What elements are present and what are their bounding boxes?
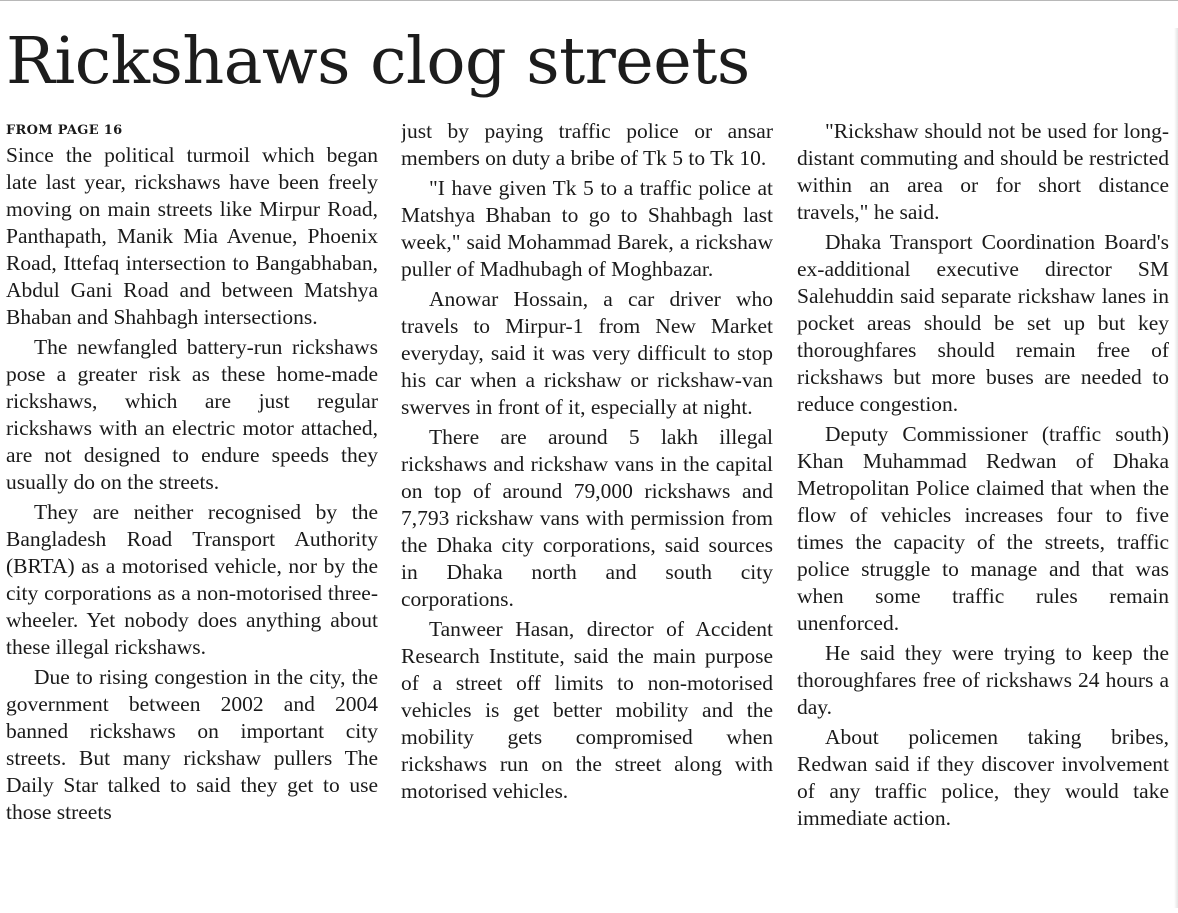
article-paragraph: "I have given Tk 5 to a traffic police at Matshya Bhaban to go to Shahbagh last week," said Mohammad Barek, a rickshaw puller of Madhubagh of Moghbazar. xyxy=(401,176,773,281)
article-paragraph: "Rickshaw should not be used for long-distant commuting and should be restricted within an area or for short distance travels," he said. xyxy=(797,119,1169,224)
article-paragraph: There are around 5 lakh illegal rickshaws and rickshaw vans in the capital on top of around 79,000 rickshaws and 7,793 rickshaw vans with permission from the Dhaka city corporations, said sources in Dhaka north and south city corporations. xyxy=(401,425,773,611)
article-paragraph: About policemen taking bribes, Redwan said if they discover involvement of any traffic police, they would take immediate action. xyxy=(797,725,1169,830)
top-rule xyxy=(0,0,1178,1)
article-column-3 xyxy=(797,118,1169,903)
article-paragraph: Anowar Hossain, a car driver who travels to Mirpur-1 from New Market everyday, said it was very difficult to stop his car when a rickshaw or rickshaw-van swerves in front of it, especially at night. xyxy=(401,287,773,419)
article-paragraph: Dhaka Transport Coordination Board's ex-additional executive director SM Salehuddin said separate rickshaw lanes in pocket areas should be set up but key thoroughfares should remain free of rickshaws but more buses are needed to reduce congestion. xyxy=(797,230,1169,416)
article-headline: Rickshaws clog streets xyxy=(6,24,750,99)
article-paragraph: The newfangled battery-run rickshaws pose a greater risk as these home-made rickshaws, which are just regular rickshaws with an electric motor attached, are not designed to endure speeds they usually do on the streets. xyxy=(6,335,378,494)
article-paragraph: They are neither recognised by the Bangladesh Road Transport Authority (BRTA) as a motorised vehicle, nor by the city corporations as a non-motorised three-wheeler. Yet nobody does anything about these illegal rickshaws. xyxy=(6,500,378,659)
article-paragraph: just by paying traffic police or ansar members on duty a bribe of Tk 5 to Tk 10. xyxy=(401,119,773,170)
article-paragraph: Since the political turmoil which began late last year, rickshaws have been freely moving on main streets like Mirpur Road, Panthapath, Manik Mia Avenue, Phoenix Road, Ittefaq intersection to Bangabhaban, Abdul Gani Road and between Matshya Bhaban and Shahbagh intersections. xyxy=(6,143,378,329)
page-edge-shadow xyxy=(1174,28,1178,908)
article-column-2 xyxy=(401,118,773,903)
article-paragraph: Due to rising congestion in the city, the government between 2002 and 2004 banned rickshaws on important city streets. But many rickshaw pullers The Daily Star talked to said they get to use those streets xyxy=(6,665,378,824)
article-paragraph: Deputy Commissioner (traffic south) Khan Muhammad Redwan of Dhaka Metropolitan Police claimed that when the flow of vehicles increases four to five times the capacity of the streets, traffic police struggle to manage and that was when some traffic rules remain unenforced. xyxy=(797,422,1169,635)
continued-from-label: FROM PAGE 16 xyxy=(6,123,123,138)
article-column-1 xyxy=(6,118,378,903)
article-paragraph: Tanweer Hasan, director of Accident Research Institute, said the main purpose of a street off limits to non-motorised vehicles is get better mobility and the mobility gets compromised when rickshaws run on the street along with motorised vehicles. xyxy=(401,617,773,803)
article-paragraph: He said they were trying to keep the thoroughfares free of rickshaws 24 hours a day. xyxy=(797,641,1169,719)
